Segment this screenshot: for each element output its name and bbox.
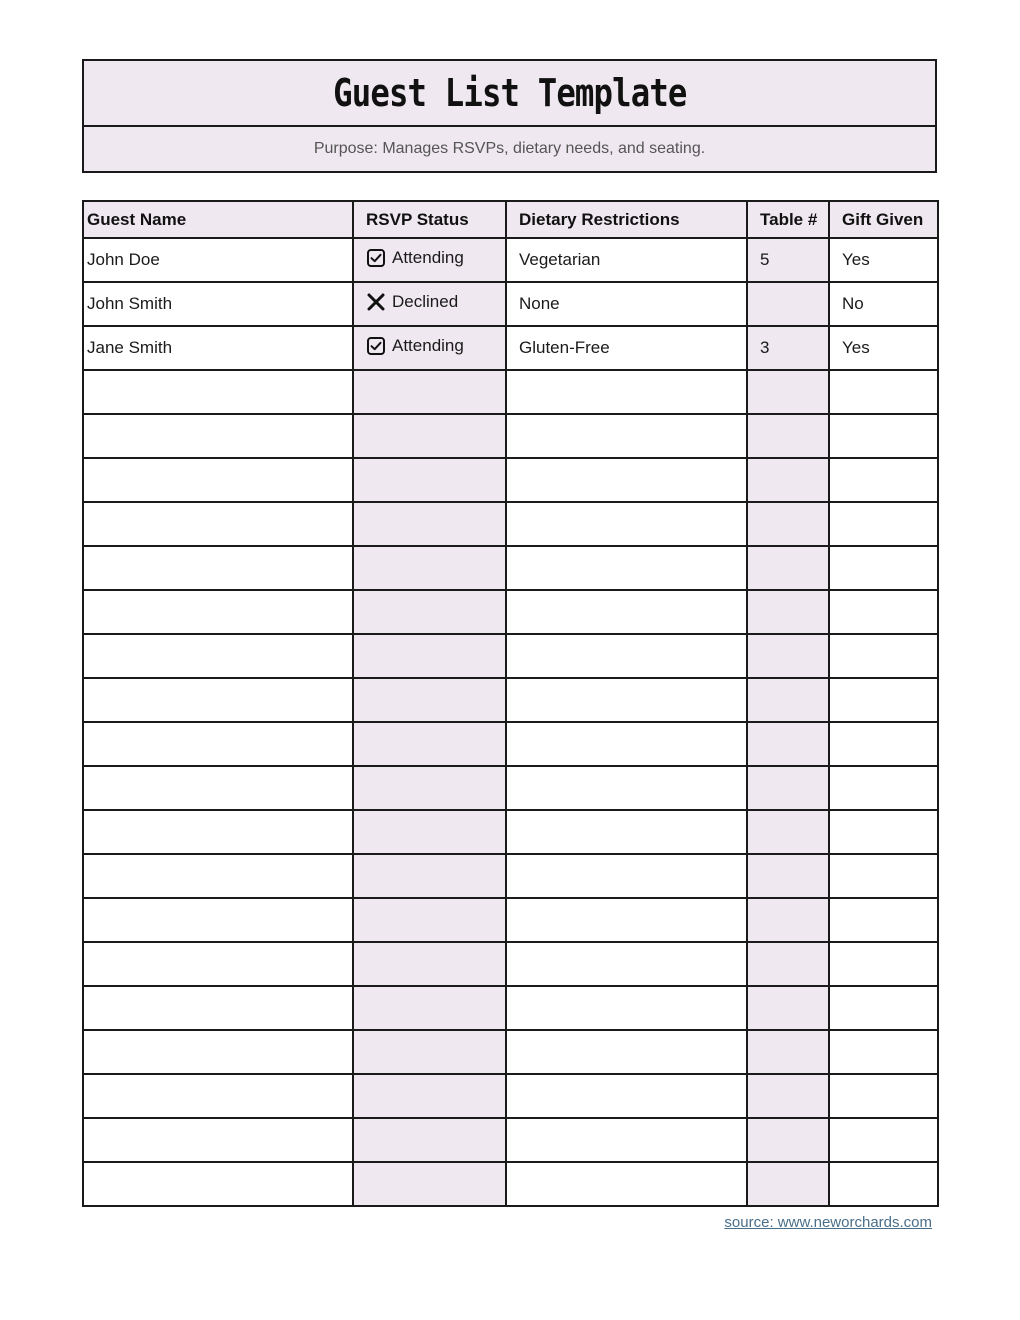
guest-name-cell[interactable] <box>83 678 353 722</box>
gift-given-value: No <box>842 294 864 313</box>
table-number-cell[interactable] <box>747 634 829 678</box>
guest-name: Jane Smith <box>87 338 173 357</box>
source-link[interactable]: source: www.neworchards.com <box>724 1214 932 1231</box>
table-number-cell[interactable] <box>747 942 829 986</box>
gift-given-cell[interactable] <box>829 942 938 986</box>
table-number-cell[interactable] <box>747 1118 829 1162</box>
gift-given-cell[interactable] <box>829 986 938 1030</box>
gift-given-cell[interactable] <box>829 810 938 854</box>
dietary-cell[interactable] <box>506 766 747 810</box>
rsvp-status-cell[interactable] <box>353 1118 506 1162</box>
rsvp-status-cell[interactable] <box>353 766 506 810</box>
table-number-cell[interactable] <box>747 502 829 546</box>
table-number-cell[interactable] <box>747 370 829 414</box>
dietary-value: Gluten-Free <box>519 338 610 357</box>
rsvp-status-cell[interactable] <box>353 282 506 326</box>
empty-table-row <box>83 414 938 458</box>
table-body <box>83 238 938 1206</box>
x-mark-icon <box>366 292 386 312</box>
dietary-cell[interactable] <box>506 942 747 986</box>
column-header-gift-given: Gift Given <box>829 201 938 238</box>
checkbox-checked-icon <box>366 336 386 356</box>
empty-table-row <box>83 546 938 590</box>
subtitle-row <box>84 127 935 171</box>
table-number-cell[interactable] <box>747 722 829 766</box>
table-number-cell[interactable] <box>747 282 829 326</box>
title-box <box>82 59 937 173</box>
rsvp-status-cell[interactable] <box>353 546 506 590</box>
table-number-value: 5 <box>760 250 770 269</box>
rsvp-status-cell[interactable] <box>353 810 506 854</box>
empty-table-row <box>83 678 938 722</box>
dietary-cell[interactable] <box>506 678 747 722</box>
gift-given-cell[interactable] <box>829 326 938 370</box>
column-header-dietary-restrictions: Dietary Restrictions <box>506 201 747 238</box>
table-number-cell[interactable] <box>747 1030 829 1074</box>
page-subtitle: Purpose: Manages RSVPs, dietary needs, and seating. <box>313 140 706 157</box>
guest-name-cell[interactable] <box>83 502 353 546</box>
dietary-cell[interactable] <box>506 898 747 942</box>
rsvp-status-cell[interactable] <box>353 458 506 502</box>
rsvp-status-cell[interactable] <box>353 854 506 898</box>
dietary-value: None <box>519 294 560 313</box>
gift-given-cell[interactable] <box>829 1074 938 1118</box>
dietary-cell[interactable] <box>506 502 747 546</box>
gift-given-cell[interactable] <box>829 590 938 634</box>
empty-table-row <box>83 1030 938 1074</box>
guest-name-cell[interactable] <box>83 370 353 414</box>
table-number-cell[interactable] <box>747 678 829 722</box>
table-number-cell[interactable] <box>747 414 829 458</box>
page-title: Guest List Template <box>332 71 687 115</box>
dietary-cell[interactable] <box>506 722 747 766</box>
rsvp-status-cell[interactable] <box>353 986 506 1030</box>
table-header-row <box>83 201 938 238</box>
dietary-cell[interactable] <box>506 986 747 1030</box>
guest-name-cell[interactable] <box>83 766 353 810</box>
guest-name-cell[interactable] <box>83 854 353 898</box>
table-row <box>83 282 938 326</box>
checkbox-checked-icon <box>366 248 386 268</box>
guest-name-cell[interactable] <box>83 238 353 282</box>
empty-table-row <box>83 942 938 986</box>
title-row <box>84 61 935 127</box>
guest-name-cell[interactable] <box>83 810 353 854</box>
rsvp-status-label: Attending <box>392 247 464 267</box>
rsvp-status-label: Attending <box>392 335 464 355</box>
guest-name-cell[interactable] <box>83 1118 353 1162</box>
rsvp-status <box>366 336 464 356</box>
empty-table-row <box>83 898 938 942</box>
table-number-cell[interactable] <box>747 898 829 942</box>
dietary-cell[interactable] <box>506 370 747 414</box>
table-number-cell[interactable] <box>747 458 829 502</box>
table-number-cell[interactable] <box>747 1074 829 1118</box>
table-number-cell[interactable] <box>747 326 829 370</box>
dietary-cell[interactable] <box>506 546 747 590</box>
dietary-cell[interactable] <box>506 282 747 326</box>
dietary-cell[interactable] <box>506 854 747 898</box>
table-row <box>83 326 938 370</box>
gift-given-cell[interactable] <box>829 282 938 326</box>
table-number-cell[interactable] <box>747 546 829 590</box>
guest-name-cell[interactable] <box>83 458 353 502</box>
rsvp-status-cell[interactable] <box>353 634 506 678</box>
table-number-cell[interactable] <box>747 986 829 1030</box>
guest-name-cell[interactable] <box>83 1162 353 1206</box>
gift-given-cell[interactable] <box>829 1162 938 1206</box>
gift-given-cell[interactable] <box>829 722 938 766</box>
column-header-rsvp-status: RSVP Status <box>353 201 506 238</box>
dietary-cell[interactable] <box>506 238 747 282</box>
dietary-cell[interactable] <box>506 1118 747 1162</box>
gift-given-cell[interactable] <box>829 502 938 546</box>
gift-given-cell[interactable] <box>829 238 938 282</box>
empty-table-row <box>83 1162 938 1206</box>
dietary-cell[interactable] <box>506 634 747 678</box>
empty-table-row <box>83 502 938 546</box>
guest-name-cell[interactable] <box>83 590 353 634</box>
table-row <box>83 238 938 282</box>
rsvp-status-cell[interactable] <box>353 1074 506 1118</box>
guest-name-cell[interactable] <box>83 546 353 590</box>
dietary-cell[interactable] <box>506 810 747 854</box>
empty-table-row <box>83 590 938 634</box>
table-number-cell[interactable] <box>747 766 829 810</box>
dietary-cell[interactable] <box>506 1074 747 1118</box>
guest-name-cell[interactable] <box>83 1030 353 1074</box>
guest-name-cell[interactable] <box>83 414 353 458</box>
gift-given-cell[interactable] <box>829 546 938 590</box>
gift-given-cell[interactable] <box>829 854 938 898</box>
gift-given-cell[interactable] <box>829 414 938 458</box>
gift-given-cell[interactable] <box>829 678 938 722</box>
empty-table-row <box>83 1074 938 1118</box>
guest-name-cell[interactable] <box>83 282 353 326</box>
rsvp-status-cell[interactable] <box>353 942 506 986</box>
rsvp-status-cell[interactable] <box>353 326 506 370</box>
table-number-cell[interactable] <box>747 1162 829 1206</box>
rsvp-status-cell[interactable] <box>353 898 506 942</box>
rsvp-status-cell[interactable] <box>353 1030 506 1074</box>
dietary-cell[interactable] <box>506 326 747 370</box>
empty-table-row <box>83 722 938 766</box>
gift-given-cell[interactable] <box>829 1030 938 1074</box>
empty-table-row <box>83 810 938 854</box>
guest-name-cell[interactable] <box>83 986 353 1030</box>
guest-name-cell[interactable] <box>83 1074 353 1118</box>
gift-given-value: Yes <box>842 250 870 269</box>
empty-table-row <box>83 1118 938 1162</box>
gift-given-value: Yes <box>842 338 870 357</box>
rsvp-status <box>366 248 464 268</box>
table-number-cell[interactable] <box>747 810 829 854</box>
rsvp-status-cell[interactable] <box>353 678 506 722</box>
rsvp-status-cell[interactable] <box>353 1162 506 1206</box>
dietary-value: Vegetarian <box>519 250 601 269</box>
guest-name-cell[interactable] <box>83 722 353 766</box>
rsvp-status-cell[interactable] <box>353 722 506 766</box>
dietary-cell[interactable] <box>506 590 747 634</box>
dietary-cell[interactable] <box>506 414 747 458</box>
rsvp-status-cell[interactable] <box>353 238 506 282</box>
table-number-cell[interactable] <box>747 854 829 898</box>
dietary-cell[interactable] <box>506 458 747 502</box>
column-header-guest-name: Guest Name <box>83 201 353 238</box>
column-header-table-number: Table # <box>747 201 829 238</box>
guest-name-cell[interactable] <box>83 326 353 370</box>
gift-given-cell[interactable] <box>829 898 938 942</box>
rsvp-status-label: Declined <box>392 291 459 311</box>
table-number-value: 3 <box>760 338 770 357</box>
rsvp-status-cell[interactable] <box>353 370 506 414</box>
empty-table-row <box>83 854 938 898</box>
gift-given-cell[interactable] <box>829 458 938 502</box>
table-number-cell[interactable] <box>747 238 829 282</box>
guest-name-cell[interactable] <box>83 898 353 942</box>
empty-table-row <box>83 370 938 414</box>
empty-table-row <box>83 634 938 678</box>
rsvp-status-cell[interactable] <box>353 414 506 458</box>
gift-given-cell[interactable] <box>829 1118 938 1162</box>
gift-given-cell[interactable] <box>829 370 938 414</box>
rsvp-status <box>366 292 458 312</box>
empty-table-row <box>83 458 938 502</box>
guest-name: John Doe <box>87 250 160 269</box>
gift-given-cell[interactable] <box>829 766 938 810</box>
empty-table-row <box>83 766 938 810</box>
guest-name-cell[interactable] <box>83 634 353 678</box>
gift-given-cell[interactable] <box>829 634 938 678</box>
guest-name-cell[interactable] <box>83 942 353 986</box>
guest-table <box>82 200 939 1207</box>
table-number-cell[interactable] <box>747 590 829 634</box>
rsvp-status-cell[interactable] <box>353 590 506 634</box>
empty-table-row <box>83 986 938 1030</box>
dietary-cell[interactable] <box>506 1030 747 1074</box>
guest-name: John Smith <box>87 294 173 313</box>
dietary-cell[interactable] <box>506 1162 747 1206</box>
rsvp-status-cell[interactable] <box>353 502 506 546</box>
